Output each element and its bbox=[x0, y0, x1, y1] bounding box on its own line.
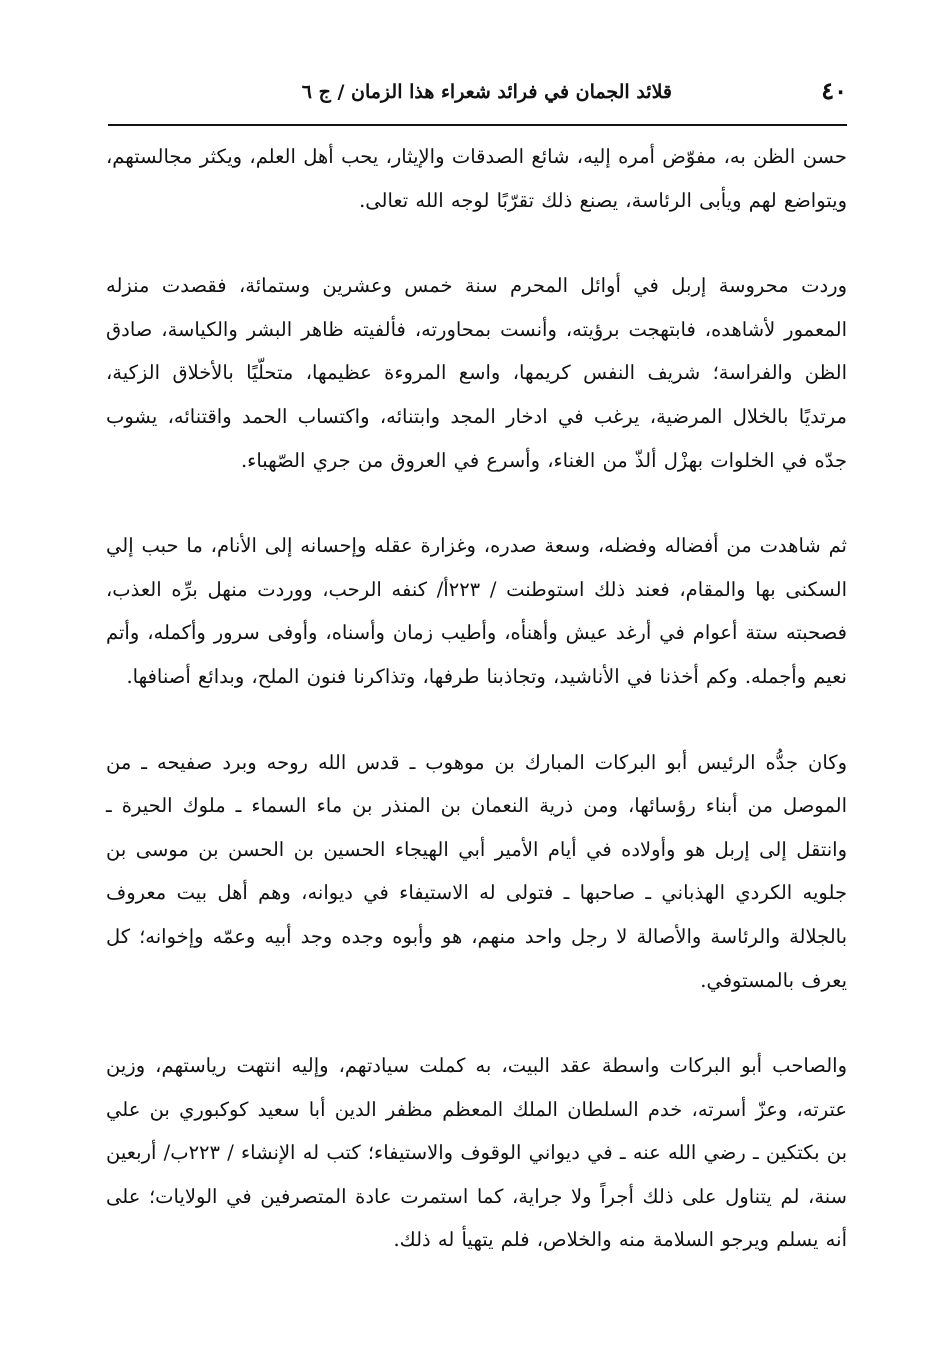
paragraph-3: ثم شاهدت من أفضاله وفضله، وسعة صدره، وغزارة عقله وإحسانه إلى الأنام، ما حبب إلي السكنى بها والمقام، فعند ذلك استوطنت / ٢٢٣أ/ كنفه الرحب، ووردت منهل برِّه العذب، فصحبته ستة أعوام في أرغد عيش وأهنأه، وأطيب زمان وأسناه، وأوفى سرور وأكمله، وأتم نعيم وأجمله. وكم أخذنا في الأناشيد، وتجاذبنا طرفها، وتذاكرنا فنون الملح، وبدائع أصنافها. bbox=[106, 534, 848, 688]
paragraph-5: والصاحب أبو البركات واسطة عقد البيت، به كملت سيادتهم، وإليه انتهت رياستهم، وزين عترته، وعزّ أسرته، خدم السلطان الملك المعظم مظفر الدين أبا سعيد كوكبوري بن علي بن بكتكين ـ رضي الله عنه ـ في ديواني الوقوف والاستيفاء؛ كتب له الإنشاء / ٢٢٣ب/ أربعين سنة، لم يتناول على ذلك أجراً ولا جراية، كما استمرت عادة المتصرفين في الولايات؛ على أنه يسلم ويرجو السلامة منه والخلاص، فلم يتهيأ له ذلك. bbox=[106, 1054, 847, 1252]
page-header bbox=[108, 74, 847, 112]
paragraph-2: وردت محروسة إربل في أوائل المحرم سنة خمس وعشرين وستمائة، فقصدت منزله المعمور لأشاهده، فابتهجت برؤيته، وأنست بمحاورته، فألفيته ظاهر البشر والكياسة، صادق الظن والفراسة؛ شريف النفس كريمها، واسع المروءة عظيمها، متحلّيًا بالأخلاق الزكية، مرتديًا بالخلال المرضية، يرغب في ادخار المجد وابتنائه، واكتساب الحمد واقتنائه، يشوب جدّه في الخلوات بهزْل ألذّ من الغناء، وأسرع في العروق من جري الصّهباء. bbox=[106, 274, 847, 472]
body-text bbox=[106, 135, 847, 1262]
header-divider bbox=[108, 124, 847, 126]
page-number: ٤٠ bbox=[821, 76, 847, 105]
running-title: قلائد الجمان في فرائد شعراء هذا الزمان / ج ٦ bbox=[301, 81, 672, 103]
paragraph-1: حسن الظن به، مفوّض أمره إليه، شائع الصدقات والإيثار، يحب أهل العلم، ويكثر مجالستهم، ويتواضع لهم ويأبى الرئاسة، يصنع ذلك تقرّبًا لوجه الله تعالى. bbox=[106, 145, 847, 212]
paragraph-4: وكان جدُّه الرئيس أبو البركات المبارك بن موهوب ـ قدس الله روحه وبرد صفيحه ـ من الموصل من أبناء رؤسائها، ومن ذرية النعمان بن المنذر بن ماء السماء ـ ملوك الحيرة ـ وانتقل إلى إربل هو وأولاده في أيام الأمير أبي الهيجاء الحسين بن الحسن بن موسى بن جلويه الكردي الهذباني ـ صاحبها ـ فتولى له الاستيفاء في ديوانه، وهم أهل بيت معروف بالجلالة والرئاسة والأصالة لا رجل واحد منهم، هو وأبوه وجده وجد أبيه وعمّه وإخوانه؛ كل يعرف بالمستوفي. bbox=[106, 750, 847, 992]
